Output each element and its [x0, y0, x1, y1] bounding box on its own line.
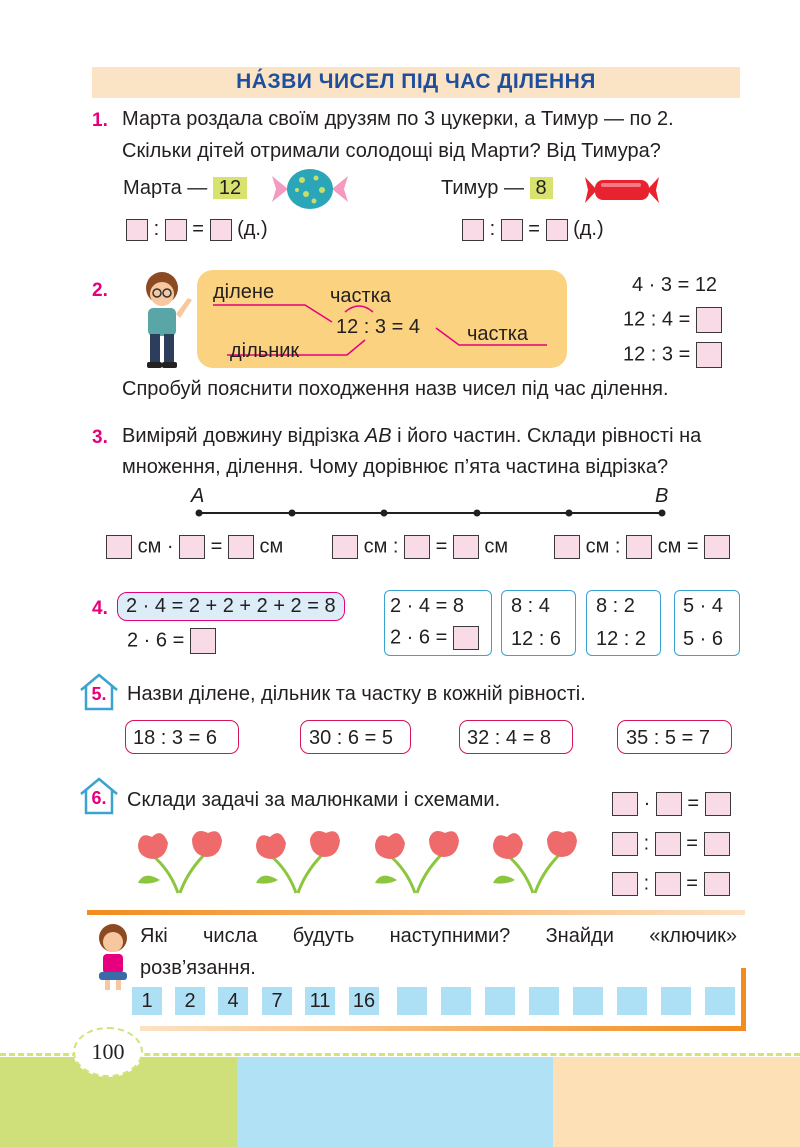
task-6-number: 6.: [91, 788, 107, 808]
answer-box[interactable]: [696, 342, 722, 368]
marta-value: 12: [213, 177, 247, 199]
division-expression: 12 : 3 = 4: [336, 316, 420, 338]
candy-round-icon: [270, 166, 350, 212]
task-5-text: Назви ділене, дільник та частку в кожній рівності.: [127, 683, 586, 705]
colon-sign: :: [643, 872, 650, 895]
page-title: НА́ЗВИ ЧИСЕЛ ПІД ЧАС ДІЛЕННЯ: [236, 70, 596, 93]
colon-sign: :: [489, 218, 496, 240]
equals-sign: =: [210, 535, 223, 558]
sequence-cell: 16: [349, 987, 379, 1015]
task-6-text: Склади задачі за малюнками і схемами.: [127, 789, 501, 811]
task-5-eq-3: 32 : 4 = 8: [467, 727, 551, 749]
term-dilene: ділене: [213, 281, 275, 303]
task-4-frame-2-line-1: 8 : 4: [511, 595, 550, 617]
task-1-number: 1.: [92, 110, 108, 131]
task-4-frame-3-line-2: 12 : 2: [596, 628, 647, 650]
equals-sign: =: [686, 872, 698, 895]
task-3-line-1: [122, 425, 701, 448]
task-3-eq-2: [332, 535, 508, 559]
unit-cm: см: [137, 535, 162, 558]
answer-box[interactable]: [626, 535, 652, 559]
answer-box[interactable]: [655, 872, 681, 896]
colon-sign: :: [614, 535, 621, 558]
sequence-cell: 2: [175, 987, 205, 1015]
equals-sign: =: [686, 832, 698, 855]
task-5-number: 5.: [91, 684, 107, 704]
equals-sign: =: [528, 218, 540, 240]
multiply-sign: ·: [643, 792, 651, 815]
equals-sign: =: [192, 218, 204, 240]
task-4-sub-text: 2 · 6 =: [127, 629, 185, 652]
equals-sign: =: [435, 535, 448, 558]
answer-box[interactable]: [126, 219, 148, 241]
answer-box[interactable]: [656, 792, 682, 816]
sequence-empty-cell[interactable]: [573, 987, 603, 1015]
term-chastka-right: частка: [467, 323, 529, 345]
equals-sign: =: [686, 535, 699, 558]
answer-box[interactable]: [462, 219, 484, 241]
answer-box[interactable]: [332, 535, 358, 559]
term-chastka-top: частка: [330, 285, 392, 307]
puzzle-frame-bottom: [140, 1026, 746, 1031]
answer-box[interactable]: [179, 535, 205, 559]
answer-box[interactable]: [704, 872, 730, 896]
term-dilnyk: дільник: [230, 340, 300, 362]
puzzle-frame-top: [87, 910, 745, 915]
answer-box[interactable]: [190, 628, 216, 654]
point-b-label: B: [655, 485, 669, 507]
multiply-sign: ·: [166, 535, 174, 558]
answer-box[interactable]: [501, 219, 523, 241]
unit-cm: см: [259, 535, 284, 558]
colon-sign: :: [643, 832, 650, 855]
homework-house-icon: [78, 672, 120, 712]
task-5-eq-1: 18 : 3 = 6: [133, 727, 217, 749]
sequence-cell: 1: [132, 987, 162, 1015]
answer-box[interactable]: [210, 219, 232, 241]
unit-cm: см: [363, 535, 388, 558]
sequence-empty-cell[interactable]: [705, 987, 735, 1015]
task-1-line-1: Марта роздала своїм друзям по 3 цукерки, а Тимур — по 2.: [122, 108, 674, 130]
answer-box[interactable]: [696, 307, 722, 333]
page-number: 100: [91, 1039, 125, 1064]
equals-sign: =: [687, 792, 700, 815]
point-a-label: A: [191, 485, 205, 507]
girl-illustration-icon: [95, 922, 131, 992]
puzzle-frame-right: [741, 968, 746, 1030]
tymur-row: [441, 177, 553, 200]
sequence-empty-cell[interactable]: [661, 987, 691, 1015]
answer-box[interactable]: [106, 535, 132, 559]
answer-box[interactable]: [704, 832, 730, 856]
task-3-line-1b: і його частин. Склади рівності на: [391, 425, 702, 447]
sequence-cell: 4: [218, 987, 248, 1015]
answer-box[interactable]: [228, 535, 254, 559]
footer-band-peach: [553, 1057, 800, 1147]
sequence-empty-cell[interactable]: [617, 987, 647, 1015]
answer-box[interactable]: [612, 792, 638, 816]
segment-name: AB: [364, 425, 392, 447]
sequence-empty-cell[interactable]: [529, 987, 559, 1015]
tulips-icon: [485, 825, 583, 895]
task-6-eq-3: [612, 872, 730, 896]
eq-right-2-text: 12 : 4 =: [623, 308, 691, 331]
segment-ab: [190, 505, 670, 521]
puzzle-line-2: розв’язання.: [140, 957, 256, 979]
unit-cm: см: [585, 535, 610, 558]
tymur-label: Тимур —: [441, 177, 524, 199]
answer-box[interactable]: [655, 832, 681, 856]
answer-box[interactable]: [453, 535, 479, 559]
task-3-eq-1: [106, 535, 283, 559]
answer-box[interactable]: [612, 832, 638, 856]
answer-box[interactable]: [704, 535, 730, 559]
answer-box[interactable]: [554, 535, 580, 559]
task-4-number: 4.: [92, 598, 108, 619]
boy-illustration-icon: [132, 268, 198, 370]
eq-right-3: [623, 342, 722, 368]
tymur-equation: [462, 218, 604, 241]
answer-box[interactable]: [612, 872, 638, 896]
task-6-eq-1: [612, 792, 731, 816]
task-5-eq-4: 35 : 5 = 7: [626, 727, 710, 749]
sequence-empty-cell[interactable]: [397, 987, 427, 1015]
answer-box[interactable]: [404, 535, 430, 559]
marta-equation: [126, 218, 268, 241]
task-4-frame-2-line-2: 12 : 6: [511, 628, 562, 650]
task-2-explain: Спробуй пояснити походження назв чисел під час ділення.: [122, 378, 669, 400]
sequence-cell: 7: [262, 987, 292, 1015]
task-4-frame-1-line-2-text: 2 · 6 =: [390, 626, 448, 649]
answer-box[interactable]: [165, 219, 187, 241]
task-4-frame-4-line-2: 5 · 6: [683, 628, 724, 650]
task-2-number: 2.: [92, 280, 108, 301]
unit-label: (д.): [573, 218, 604, 240]
colon-sign: :: [392, 535, 399, 558]
colon-sign: :: [153, 218, 160, 240]
tulips-icon: [367, 825, 465, 895]
footer-band-blue: [237, 1057, 553, 1147]
task-3-eq-3: [554, 535, 730, 559]
task-4-frame-3-line-1: 8 : 2: [596, 595, 635, 617]
task-3-line-1a: Виміряй довжину відрізка: [122, 425, 365, 447]
task-3-number: 3.: [92, 427, 108, 448]
marta-row: [123, 177, 247, 200]
candy-long-icon: [583, 173, 661, 207]
sequence-empty-cell[interactable]: [485, 987, 515, 1015]
eq-right-2: [623, 307, 722, 333]
unit-cm: см: [484, 535, 509, 558]
sequence-cell: 11: [305, 987, 335, 1015]
marta-label: Марта —: [123, 177, 208, 199]
task-4-frame-1-line-1: 2 · 4 = 8: [390, 595, 464, 617]
homework-house-icon: [78, 776, 120, 816]
unit-cm: см: [657, 535, 682, 558]
task-3-line-2: множення, ділення. Чому дорівнює п’ята частина відрізка?: [122, 456, 669, 478]
eq-right-3-text: 12 : 3 =: [623, 343, 691, 366]
task-5-eq-2: 30 : 6 = 5: [309, 727, 393, 749]
answer-box[interactable]: [705, 792, 731, 816]
answer-box[interactable]: [453, 626, 479, 650]
task-4-sub-equation: [127, 628, 216, 654]
task-4-main-equation: 2 · 4 = 2 + 2 + 2 + 2 = 8: [117, 592, 345, 621]
puzzle-line-1: Які числа будуть наступними? Знайди «ключик»: [140, 925, 737, 947]
eq-right-1: 4 · 3 = 12: [632, 274, 718, 296]
unit-label: (д.): [237, 218, 268, 240]
task-1-line-2: Скільки дітей отримали солодощі від Марти? Від Тимура?: [122, 140, 661, 162]
sequence-empty-cell[interactable]: [441, 987, 471, 1015]
tulips-icon: [248, 825, 346, 895]
tymur-value: 8: [530, 177, 553, 199]
answer-box[interactable]: [546, 219, 568, 241]
task-4-frame-1-line-2: [390, 626, 479, 650]
task-6-eq-2: [612, 832, 730, 856]
tulips-icon: [130, 825, 228, 895]
task-4-frame-4-line-1: 5 · 4: [683, 595, 724, 617]
